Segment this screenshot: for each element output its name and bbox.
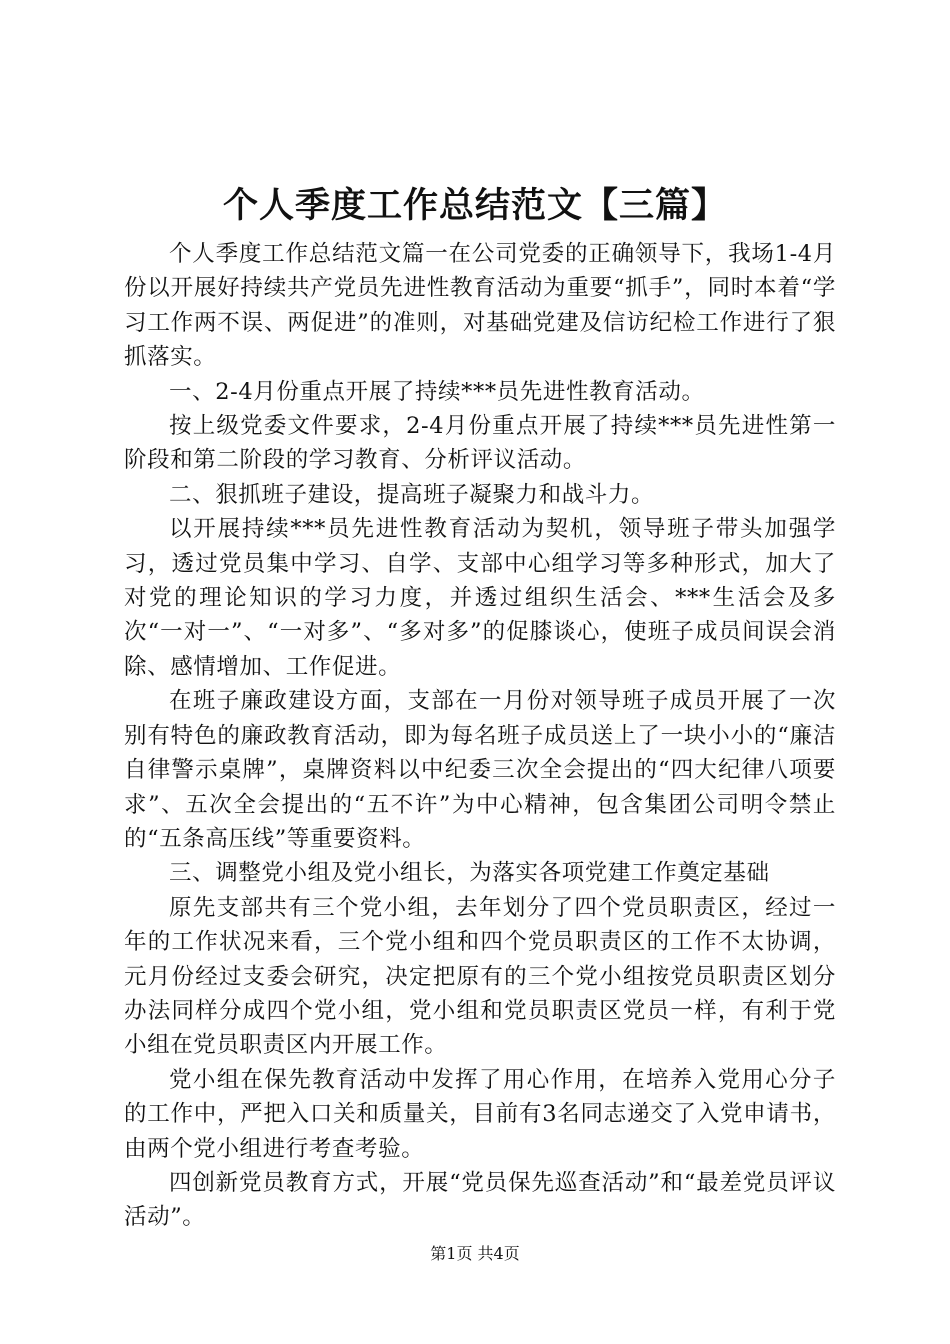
paragraph: 按上级党委文件要求，2-4月份重点开展了持续***员先进性第一阶段和第二阶段的学习教育、分析评议活动。 xyxy=(124,413,836,474)
paragraph-intro: 个人季度工作总结范文篇一在公司党委的正确领导下，我场1-4月份以开展好持续共产党员先进性教育活动为重要“抓手”，同时本着“学习工作两不误、两促进”的准则，对基础党建及信访纪检工作进行了狠抓落实。 xyxy=(124,241,836,371)
paragraph: 在班子廉政建设方面，支部在一月份对领导班子成员开展了一次别有特色的廉政教育活动，即为每名班子成员送上了一块小小的“廉洁自律警示桌牌”，桌牌资料以中纪委三次全会提出的“四大纪律八项要求”、五次全会提出的“五不许”为中心精神，包含集团公司明令禁止的“五条高压线”等重要资料。 xyxy=(124,688,836,852)
paragraph: 原先支部共有三个党小组，去年划分了四个党员职责区，经过一年的工作状况来看，三个党小组和四个党员职责区的工作不太协调，元月份经过支委会研究，决定把原有的三个党小组按党员职责区划分办法同样分成四个党小组，党小组和党员职责区党员一样，有利于党小组在党员职责区内开展工作。 xyxy=(124,894,836,1059)
document-body xyxy=(124,237,836,1235)
section-heading-4: 四创新党员教育方式，开展“党员保先巡查活动”和“最差党员评议活动”。 xyxy=(124,1169,836,1231)
paragraph: 党小组在保先教育活动中发挥了用心作用，在培养入党用心分子的工作中，严把入口关和质量关，目前有3名同志递交了入党申请书，由两个党小组进行考查考验。 xyxy=(124,1066,836,1162)
section-heading-2: 二、狠抓班子建设，提高班子凝聚力和战斗力。 xyxy=(169,481,655,508)
section-heading-3: 三、调整党小组及党小组长，为落实各项党建工作奠定基础 xyxy=(169,860,770,887)
document-title: 个人季度工作总结范文【三篇】 xyxy=(222,185,727,226)
section-heading-1: 一、2-4月份重点开展了持续***员先进性教育活动。 xyxy=(169,378,705,405)
paragraph: 以开展持续***员先进性教育活动为契机，领导班子带头加强学习，透过党员集中学习、自学、支部中心组学习等多种形式，加大了对党的理论知识的学习力度，并透过组织生活会、***生活会及多次“一对一”、“一对多”、“多对多”的促膝谈心，使班子成员间误会消除、感情增加、工作促进。 xyxy=(124,516,836,680)
page-number-footer: 第1页 共4页 xyxy=(430,1244,520,1263)
